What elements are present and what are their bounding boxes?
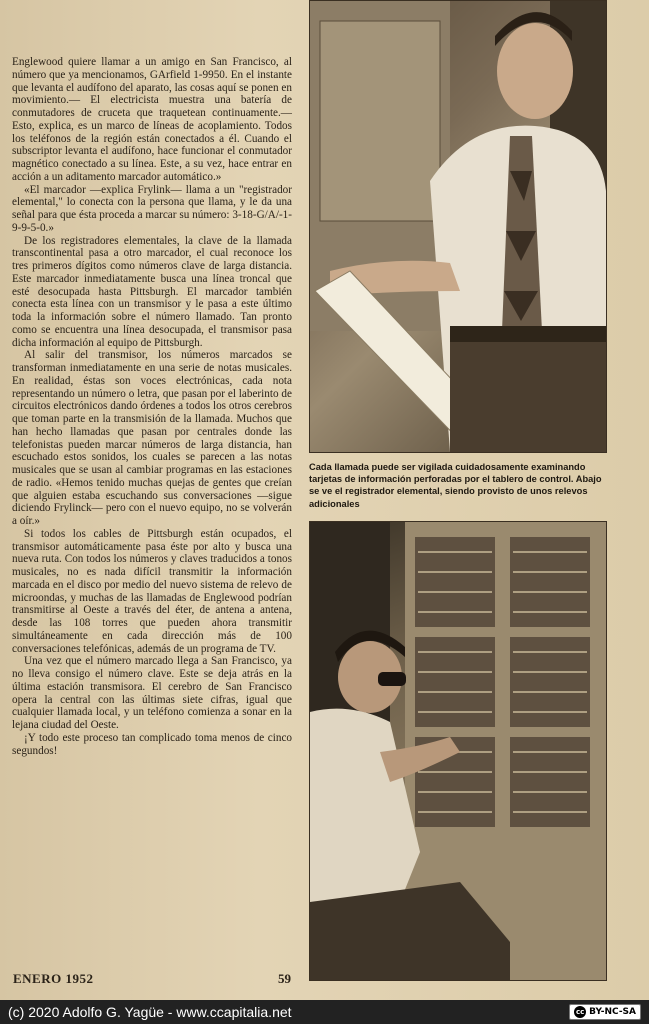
article-paragraph: Al salir del transmisor, los números marcados se transforman inmediatamente en una serie de notas musicales. En realidad, éstas son voces electrónicas, cada nota representando un número o letra, que pasan por el laberinto de circuitos electrónicos dando órdenes a todos los otros cerebros que toman parte en la transmisión de la llamada. Muchos que han hecho llamadas que pasan por centrales donde las telefonistas pueden marcar números de larga distancia, han escuchado estos sonidos, los cuales se parecen a las notas musicales que se usan al cambiar programas en las estaciones de radio. «Hemos tenido muchas quejas de gentes que creían que alguien estaba escuchando sus conversaciones —sigue diciendo Frylinck— pero con el nuevo equipo, no se volverán a oír.» <box>12 349 292 527</box>
license-badge[interactable] <box>569 1004 641 1020</box>
copyright-text: (c) 2020 Adolfo G. Yagüe - www.ccapitalia.net <box>8 1004 292 1020</box>
article-paragraph: Si todos los cables de Pittsburgh están ocupados, el transmisor automáticamente pasa éste por alto y busca una nueva ruta. Con todos los números y claves traducidos a tonos musicales, no es nada difícil transmitir la información marcada en el disco por medio del nuevo sistema de relevo de microondas, y muchas de las llamadas de Englewood podrían transmitirse al Oeste a través del éter, de antena a antena, desde las 108 torres que pueden ahora transmitir simultáneamente en cada dirección más de 100 conversaciones telefónicas, además de un programa de TV. <box>12 527 292 655</box>
copyright-bar <box>0 1000 649 1024</box>
photo-technician-at-relay-rack <box>309 521 607 981</box>
license-label: BY-NC-SA <box>589 1007 636 1017</box>
issue-date: ENERO 1952 <box>13 971 94 986</box>
article-paragraph: «El marcador —explica Frylink— llama a un "registrador elemental," lo conecta con la persona que llama, y le da una señal para que ésta proceda a marcar su número: 3-18-G/A/-1-9-9-5-0.» <box>12 183 292 234</box>
page-number: 59 <box>278 971 291 986</box>
article-paragraph: Englewood quiere llamar a un amigo en San Francisco, al número que ya mencionamos, GArfield 1-9950. En el instante que levanta el audífono del aparato, las cosas aquí se ponen en movimiento.— El electricista muestra una batería de conmutadores de cruceta que traquetean continuamente.— Esto, explica, es un marco de líneas de acoplamiento. Todos los teléfonos de la región están conectados a él. Cuando el subscriptor levanta el audífono, hace funcionar el conmutador magnético conectado a su línea. Este, a su vez, hace entrar en acción a un aditamento marcador automático.» <box>12 56 292 183</box>
photo-man-with-punched-tape <box>309 0 607 453</box>
article-paragraph: ¡Y todo este proceso tan complicado toma menos de cinco segundos! <box>12 731 292 757</box>
article-text-column <box>12 56 292 757</box>
article-paragraph: Una vez que el número marcado llega a San Francisco, ya no lleva consigo el número clave. Este se deja atrás en la última estación transmisora. El cerebro de San Francisco opera la central con las últimas siete cifras, igual que cualquier llamada local, y un teléfono comienza a sonar en la lejana ciudad del Oeste. <box>12 655 292 731</box>
article-paragraph: De los registradores elementales, la clave de la llamada transcontinental pasa a otro marcador, el cual reconoce los tres primeros dígitos como números clave de larga distancia. Este marcador inmediatamente busca una línea troncal que esté desocupada hasta Pittsburgh. El marcador también conecta esta línea con un transmisor y le pasa a este último toda la información sobre el número llamado. Tan pronto como se encuentra una línea desocupada, el transmisor pasa dicha información al equipo de Pittsburgh. <box>12 234 292 349</box>
creative-commons-icon: cc <box>576 1008 585 1016</box>
photo-caption: Cada llamada puede ser vigilada cuidadosamente examinando tarjetas de información perforadas por el tablero de control. Abajo se ve el registrador elemental, siendo provisto de unos relevos adicionales <box>309 462 602 509</box>
